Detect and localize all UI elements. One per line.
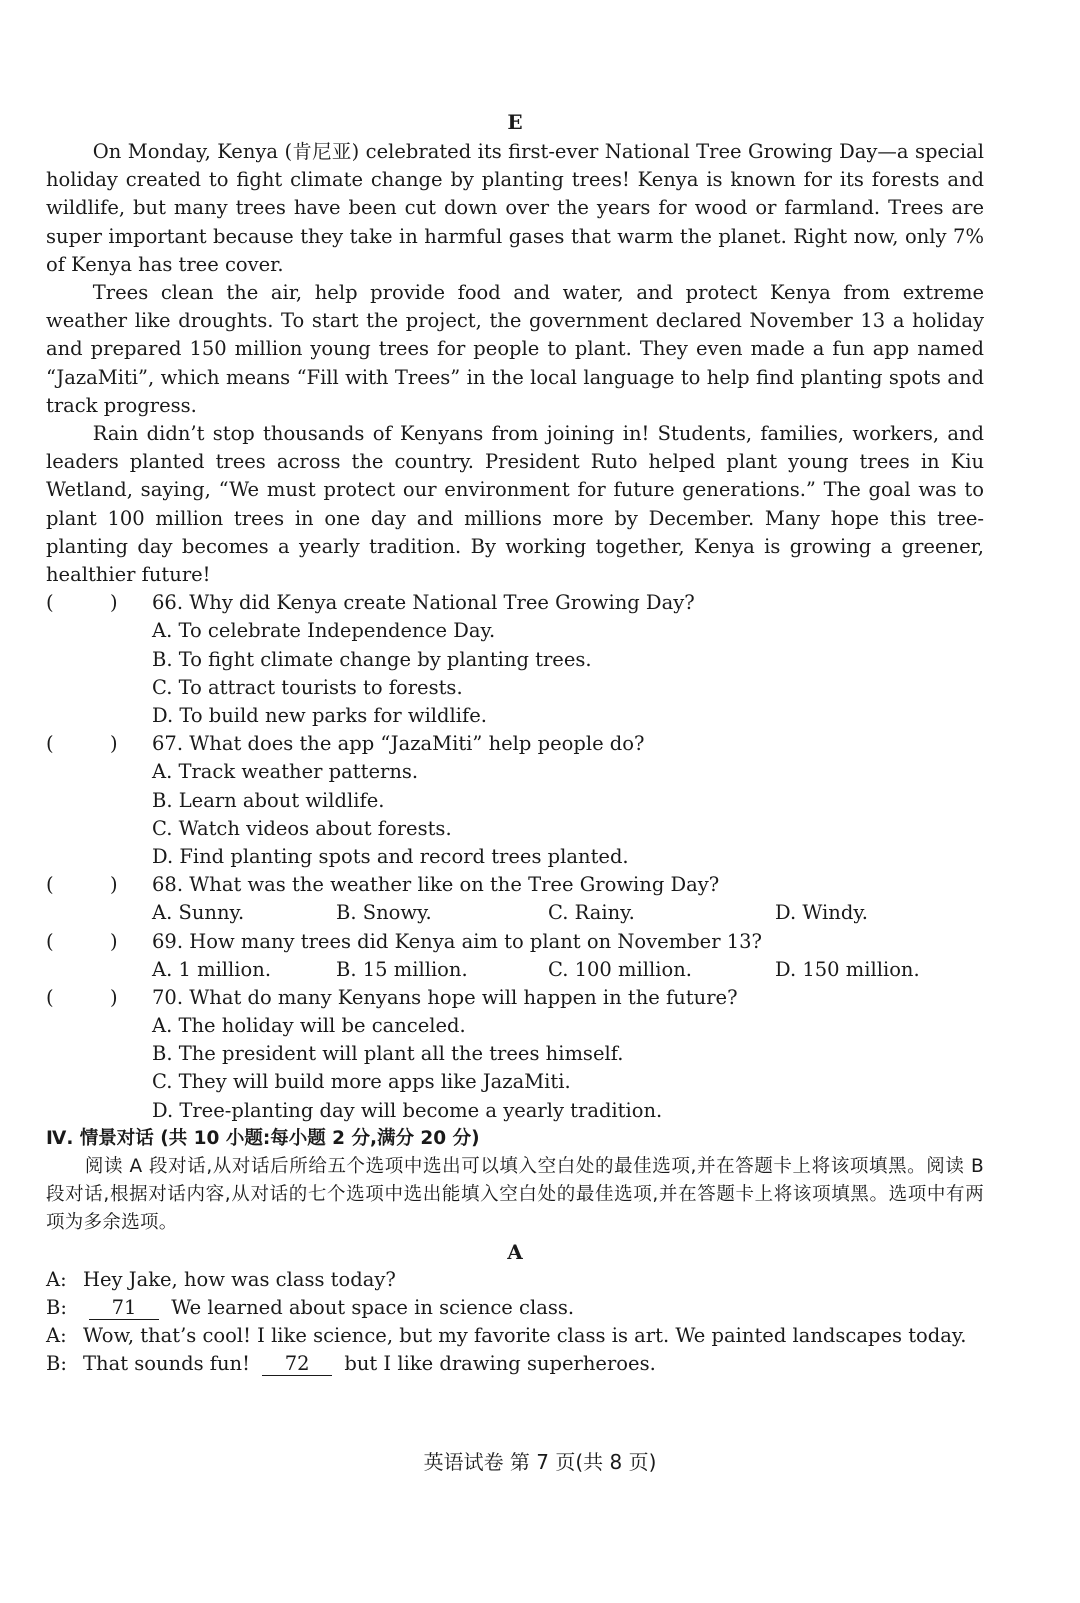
option: D. Find planting spots and record trees planted. bbox=[152, 844, 629, 868]
option: D. 150 million. bbox=[775, 957, 920, 981]
option: B. Snowy. bbox=[336, 901, 432, 925]
option: A. Track weather patterns. bbox=[152, 760, 419, 784]
section-instructions: 阅读 A 段对话,从对话后所给五个选项中选出可以填入空白处的最佳选项,并在答题卡上将该项填黑。阅读 B 段对话,根据对话内容,从对话的七个选项中选出能填入空白处的最佳选项,并在答题卡上将该项填黑。选项中有两项为多余选项。 bbox=[46, 1156, 984, 1234]
speaker: B: bbox=[46, 1295, 67, 1319]
option: D. To build new parks for wildlife. bbox=[152, 704, 487, 727]
page-footer: 英语试卷 第 7 页(共 8 页) bbox=[423, 1450, 657, 1474]
question-text: How many trees did Kenya aim to plant on November 13? bbox=[189, 929, 762, 953]
option: D. Windy. bbox=[775, 901, 868, 925]
question-66: ( ) 66. Why did Kenya create National Tree Growing Day? bbox=[46, 591, 695, 615]
question-number: 67. bbox=[152, 732, 184, 756]
option: C. 100 million. bbox=[548, 957, 692, 981]
option: B. 15 million. bbox=[336, 957, 468, 981]
option: A. To celebrate Independence Day. bbox=[152, 619, 496, 643]
dialogue-title: A bbox=[507, 1239, 523, 1264]
answer-blank-72[interactable]: 72 bbox=[262, 1353, 332, 1376]
option: C. Watch videos about forests. bbox=[152, 816, 452, 840]
question-70: ( ) 70. What do many Kenyans hope will happen in the future? bbox=[46, 985, 738, 1009]
speaker: A: bbox=[46, 1324, 67, 1348]
option: A. The holiday will be canceled. bbox=[152, 1014, 466, 1038]
speaker: A: bbox=[46, 1267, 67, 1291]
option: B. Learn about wildlife. bbox=[152, 788, 385, 812]
option: C. To attract tourists to forests. bbox=[152, 675, 463, 699]
question-69: ( ) 69. How many trees did Kenya aim to plant on November 13? bbox=[46, 929, 762, 953]
passage-paragraph: On Monday, Kenya (肯尼亚) celebrated its first-ever National Tree Growing Day—a special holiday created to fight climate change by planting trees! Kenya is known for its forests and wildlife, but many trees have been cut down over the years for wood or farmland. Trees are super important because they take in harmful gases that warm the planet. Right now, only 7% of Kenya has tree cover. bbox=[46, 140, 984, 276]
answer-blank-71[interactable]: 71 bbox=[89, 1297, 159, 1320]
question-number: 66. bbox=[152, 591, 184, 615]
section-heading: Ⅳ. 情景对话 (共 10 小题:每小题 2 分,满分 20 分) bbox=[46, 1127, 480, 1149]
question-67: ( ) 67. What does the app “JazaMiti” help people do? bbox=[46, 732, 645, 756]
dialogue-line: B: 71 We learned about space in science class. bbox=[46, 1294, 984, 1322]
option-row bbox=[46, 956, 984, 984]
question-number: 68. bbox=[152, 873, 184, 897]
option: B. To fight climate change by planting trees. bbox=[152, 647, 592, 671]
speaker: B: bbox=[46, 1352, 67, 1376]
question-text: What does the app “JazaMiti” help people do? bbox=[189, 732, 645, 756]
question-text: What do many Kenyans hope will happen in the future? bbox=[189, 985, 738, 1009]
option: D. Tree-planting day will become a yearly tradition. bbox=[152, 1098, 663, 1122]
exam-page bbox=[46, 108, 984, 1378]
question-text: What was the weather like on the Tree Growing Day? bbox=[189, 873, 720, 897]
option: A. 1 million. bbox=[152, 957, 272, 981]
dialogue-line: A: Hey Jake, how was class today? bbox=[46, 1266, 984, 1294]
passage-paragraph: Rain didn’t stop thousands of Kenyans from joining in! Students, families, workers, and leaders planted trees across the country. President Ruto helped plant young trees in Kiu Wetland, saying, “We must protect our environment for future generations.” The goal was to plant 100 million trees in one day and millions more by December. Many hope this tree-planting day becomes a yearly tradition. By working together, Kenya is growing a greener, healthier future! bbox=[46, 422, 984, 587]
option: C. Rainy. bbox=[548, 901, 635, 925]
dialogue-line: A: Wow, that’s cool! I like science, but my favorite class is art. We painted landscapes today. bbox=[46, 1322, 984, 1350]
option: B. The president will plant all the trees himself. bbox=[152, 1042, 624, 1066]
question-number: 69. bbox=[152, 929, 184, 953]
option-row bbox=[46, 899, 984, 927]
question-number: 70. bbox=[152, 985, 184, 1009]
option: C. They will build more apps like JazaMiti. bbox=[152, 1070, 571, 1094]
passage-paragraph: Trees clean the air, help provide food and water, and protect Kenya from extreme weather like droughts. To start the project, the government declared November 13 a holiday and prepared 150 million young trees for people to plant. They even made a fun app named “JazaMiti”, which means “Fill with Trees” in the local language to help find planting spots and track progress. bbox=[46, 281, 984, 417]
question-text: Why did Kenya create National Tree Growing Day? bbox=[189, 591, 695, 615]
option: A. Sunny. bbox=[152, 901, 245, 925]
passage-title: E bbox=[507, 110, 523, 134]
question-68: ( ) 68. What was the weather like on the Tree Growing Day? bbox=[46, 873, 720, 897]
dialogue-line: B: That sounds fun! 72 but I like drawing superheroes. bbox=[46, 1350, 984, 1378]
